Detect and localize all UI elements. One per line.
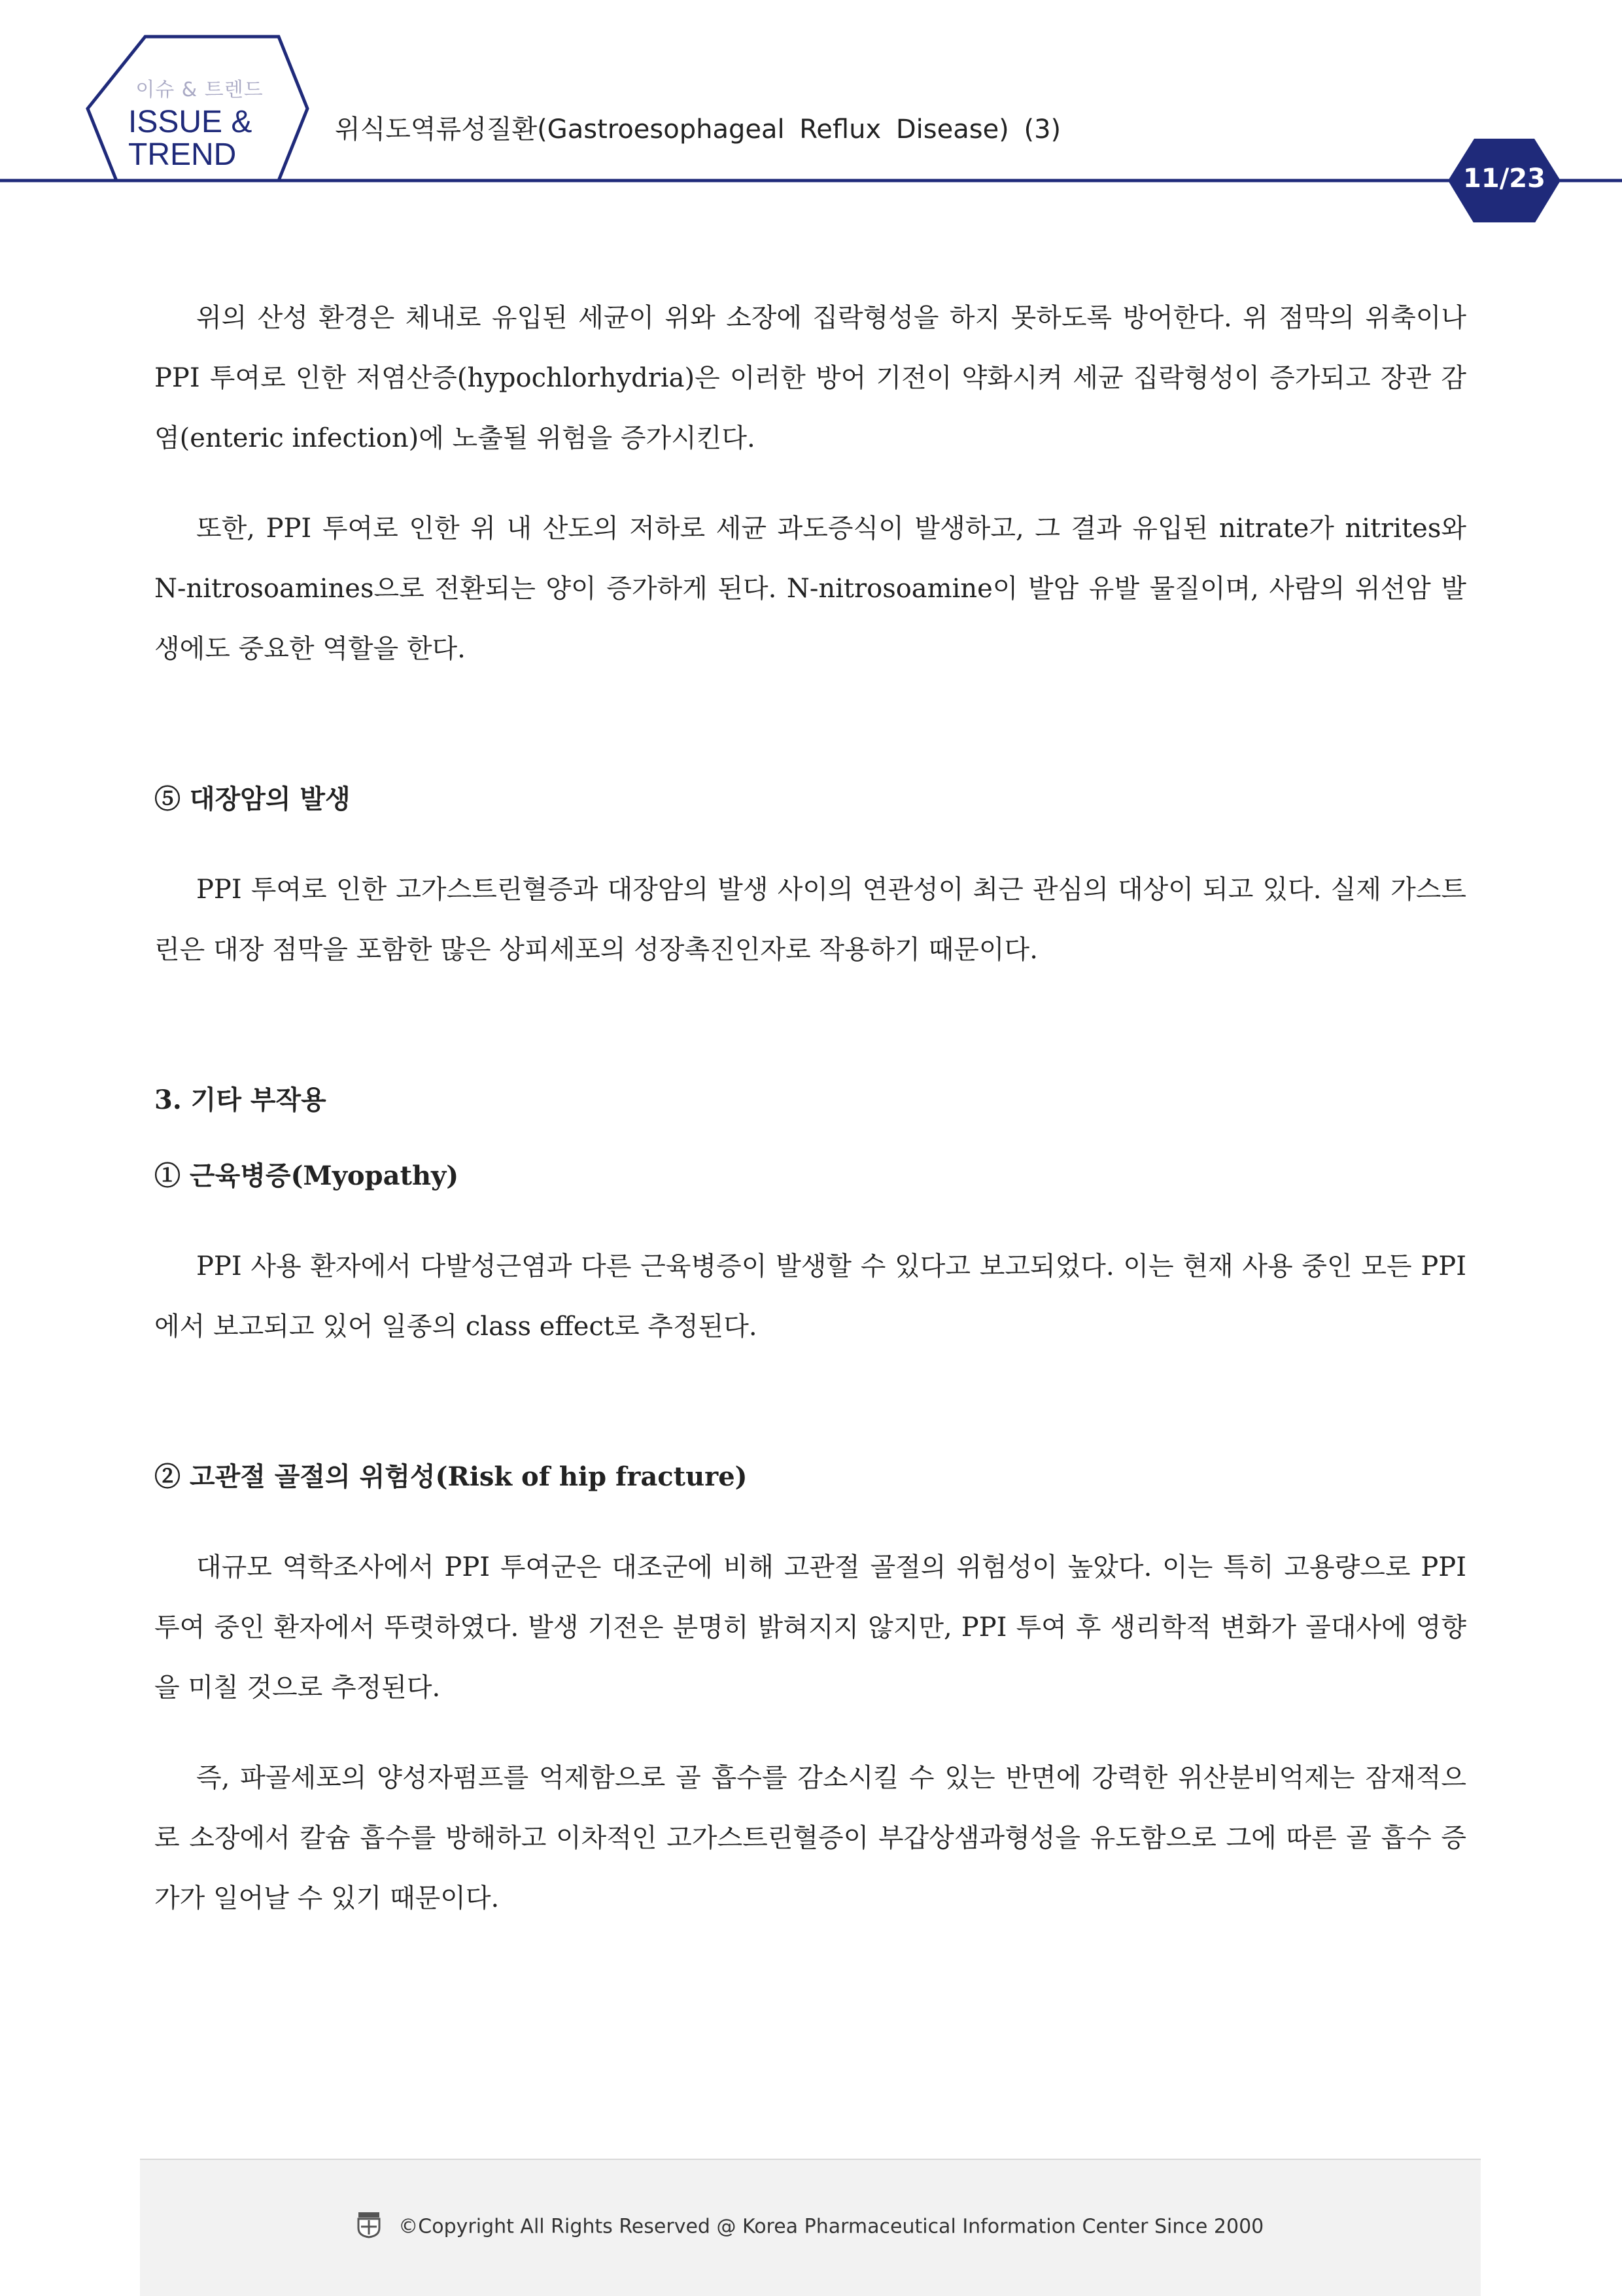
badge-issue-label: ISSUE & xyxy=(128,105,252,139)
paragraph-hypergastrinemia: PPI 투여로 인한 고가스트린혈증과 대장암의 발생 사이의 연관성이 최근 관심의 대상이 되고 있다. 실제 가스트린은 대장 점막을 포함한 많은 상피세포의 성장촉진인자로 작용하기 때문이다. xyxy=(154,875,1466,965)
copyright-text: ©Copyright All Rights Reserved @ Korea Pharmaceutical Information Center Since 2000 xyxy=(398,2215,1264,2238)
crest-icon xyxy=(357,2211,381,2244)
paragraph-gastric-acid: 위의 산성 환경은 체내로 유입된 세균이 위와 소장에 집락형성을 하지 못하도록 방어한다. 위 점막의 위축이나 PPI 투여로 인한 저염산증(hypochlorhydria)은 이러한 방어 기전이 약화시켜 세균 집락형성이 증가되고 장관 감염(enteric infection)에 노출될 위험을 증가시킨다. xyxy=(154,303,1466,453)
badge-korean-label: 이슈 & 트렌드 xyxy=(135,78,264,101)
badge-trend-label: TREND xyxy=(128,137,237,172)
heading-colorectal-cancer: ⑤ 대장암의 발생 xyxy=(154,784,351,814)
heading-other-side-effects: 3. 기타 부작용 xyxy=(154,1085,326,1115)
page-header xyxy=(0,0,1622,222)
paragraph-bone-resorption: 즉, 파골세포의 양성자펌프를 억제함으로 골 흡수를 감소시킬 수 있는 반면에 강력한 위산분비억제는 잠재적으로 소장에서 칼슘 흡수를 방해하고 이차적인 고가스트린혈증이 부갑상샘과형성을 유도함으로 그에 따른 골 흡수 증가가 일어날 수 있기 때문이다. xyxy=(154,1763,1466,1913)
document-title: 위식도역류성질환(Gastroesophageal Reflux Disease) (3) xyxy=(335,114,1061,145)
paragraph-hip-fracture: 대규모 역학조사에서 PPI 투여군은 대조군에 비해 고관절 골절의 위험성이 높았다. 이는 특히 고용량으로 PPI 투여 중인 환자에서 뚜렷하였다. 발생 기전은 분명히 밝혀지지 않지만, PPI 투여 후 생리학적 변화가 골대사에 영향을 미칠 것으로 추정된다. xyxy=(154,1552,1466,1703)
paragraph-myopathy: PPI 사용 환자에서 다발성근염과 다른 근육병증이 발생할 수 있다고 보고되었다. 이는 현재 사용 중인 모든 PPI에서 보고되고 있어 일종의 class effect로 추정된다. xyxy=(154,1251,1466,1342)
page-footer xyxy=(140,2159,1481,2296)
document-body xyxy=(154,288,1466,1928)
heading-hip-fracture: ② 고관절 골절의 위험성(Risk of hip fracture) xyxy=(154,1461,748,1492)
heading-myopathy: ① 근육병증(Myopathy) xyxy=(154,1160,459,1191)
page-number: 11/23 xyxy=(1463,164,1545,194)
paragraph-nitrosoamine: 또한, PPI 투여로 인한 위 내 산도의 저하로 세균 과도증식이 발생하고, 그 결과 유입된 nitrate가 nitrites와 N-nitrosoamines으로 전환되는 양이 증가하게 된다. N-nitrosoamine이 발암 유발 물질이며, 사람의 위선암 발생에도 중요한 역할을 한다. xyxy=(154,513,1466,664)
